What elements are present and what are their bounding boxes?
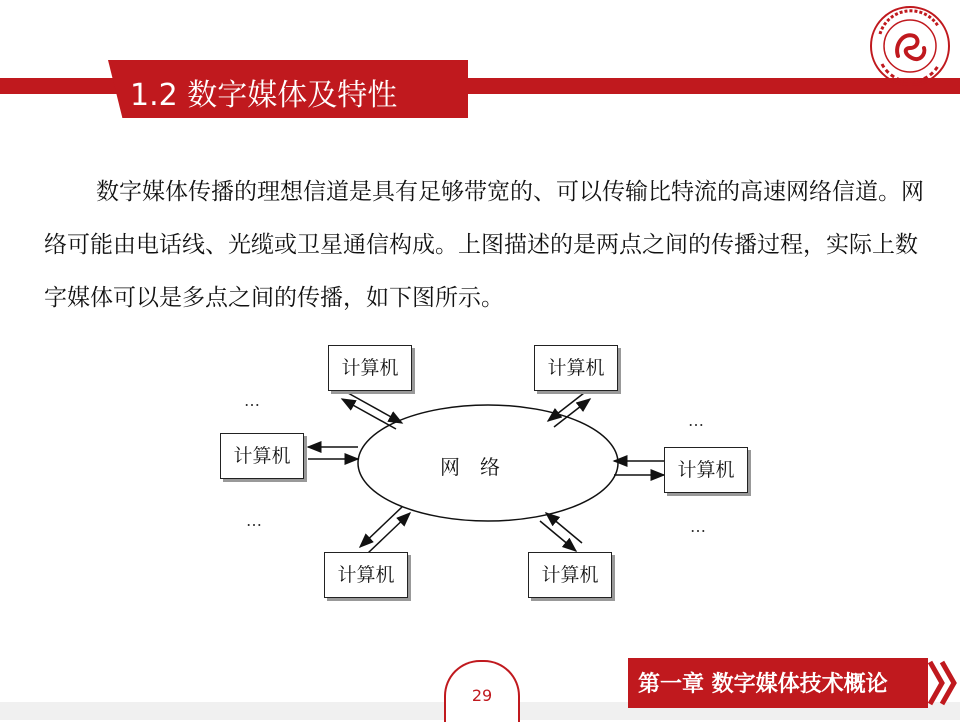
ellipsis-top-left: … xyxy=(244,391,261,410)
link-top-left-out xyxy=(342,399,396,429)
computer-node-left: 计算机 xyxy=(220,433,304,479)
chapter-title: 第一章 数字媒体技术概论 xyxy=(638,672,888,697)
chevron-right-icon xyxy=(928,658,960,708)
link-bottom-right-in xyxy=(546,513,582,543)
page-number: 29 xyxy=(471,686,493,705)
computer-node-top-right: 计算机 xyxy=(534,345,618,391)
computer-node-right: 计算机 xyxy=(664,447,748,493)
computer-node-bottom-left: 计算机 xyxy=(324,552,408,598)
body-paragraph: 数字媒体传播的理想信道是具有足够带宽的、可以传输比特流的高速网络信道。网络可能由电话线、光缆或卫星通信构成。上图描述的是两点之间的传播过程，实际上数字媒体可以是多点之间的传播，如下图所示。 xyxy=(44,179,924,311)
network-label: 网 络 xyxy=(440,455,500,479)
slide-title: 1.2 数字媒体及特性 xyxy=(130,78,398,113)
link-top-left-in xyxy=(348,393,402,423)
link-bottom-right-out xyxy=(540,521,576,551)
university-logo-icon xyxy=(868,4,952,88)
ellipsis-bottom-left: … xyxy=(246,511,263,530)
computer-node-bottom-right: 计算机 xyxy=(528,552,612,598)
computer-node-top-left: 计算机 xyxy=(328,345,412,391)
network-diagram xyxy=(210,335,770,605)
ellipsis-top-right: … xyxy=(688,411,705,430)
ellipsis-bottom-right: … xyxy=(690,517,707,536)
